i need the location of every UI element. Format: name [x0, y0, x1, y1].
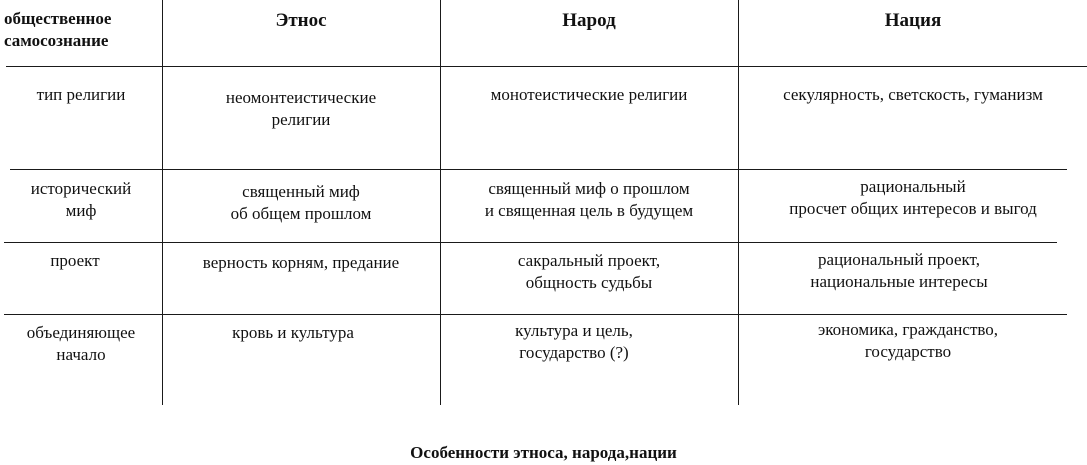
cell-myth-ethnos: священный миф об общем прошлом	[230, 182, 372, 223]
table-caption: Особенности этноса, народа,нации	[410, 443, 677, 462]
row-label-religion: тип религии	[36, 85, 126, 104]
row-label-unifying: объединяющее начало	[26, 323, 136, 364]
cell-unifying-natsiya: экономика, гражданство, государство	[817, 320, 999, 361]
row-label-myth: исторический миф	[30, 179, 132, 220]
cell-unifying-ethnos: кровь и культура	[232, 323, 354, 342]
cell-religion-natsiya: секулярность, светскость, гуманизм	[783, 85, 1043, 104]
cell-religion-narod: монотеистические религии	[490, 85, 688, 104]
row-divider-header	[6, 66, 1087, 67]
row-label-project: проект	[50, 251, 100, 270]
row-divider-3	[4, 314, 1067, 315]
column-header-ethnos: Этнос	[275, 10, 327, 31]
cell-project-narod: сакральный проект, общность судьбы	[517, 251, 661, 292]
column-header-narod: Народ	[562, 10, 616, 31]
cell-myth-natsiya: рациональный просчет общих интересов и выгод	[789, 177, 1037, 218]
cell-project-ethnos: верность корням, предание	[202, 253, 400, 272]
corner-header: общественное самосознание	[4, 9, 112, 50]
cell-religion-ethnos: неомонтеистические религии	[225, 88, 377, 129]
cell-myth-narod: священный миф о прошлом и священная цель в будущем	[484, 179, 694, 220]
column-header-natsiya: Нация	[884, 10, 942, 31]
row-divider-1	[10, 169, 1067, 170]
cell-unifying-narod: культура и цель, государство (?)	[515, 321, 633, 362]
cell-project-natsiya: рациональный проект, национальные интересы	[810, 250, 988, 291]
row-divider-2	[4, 242, 1057, 243]
